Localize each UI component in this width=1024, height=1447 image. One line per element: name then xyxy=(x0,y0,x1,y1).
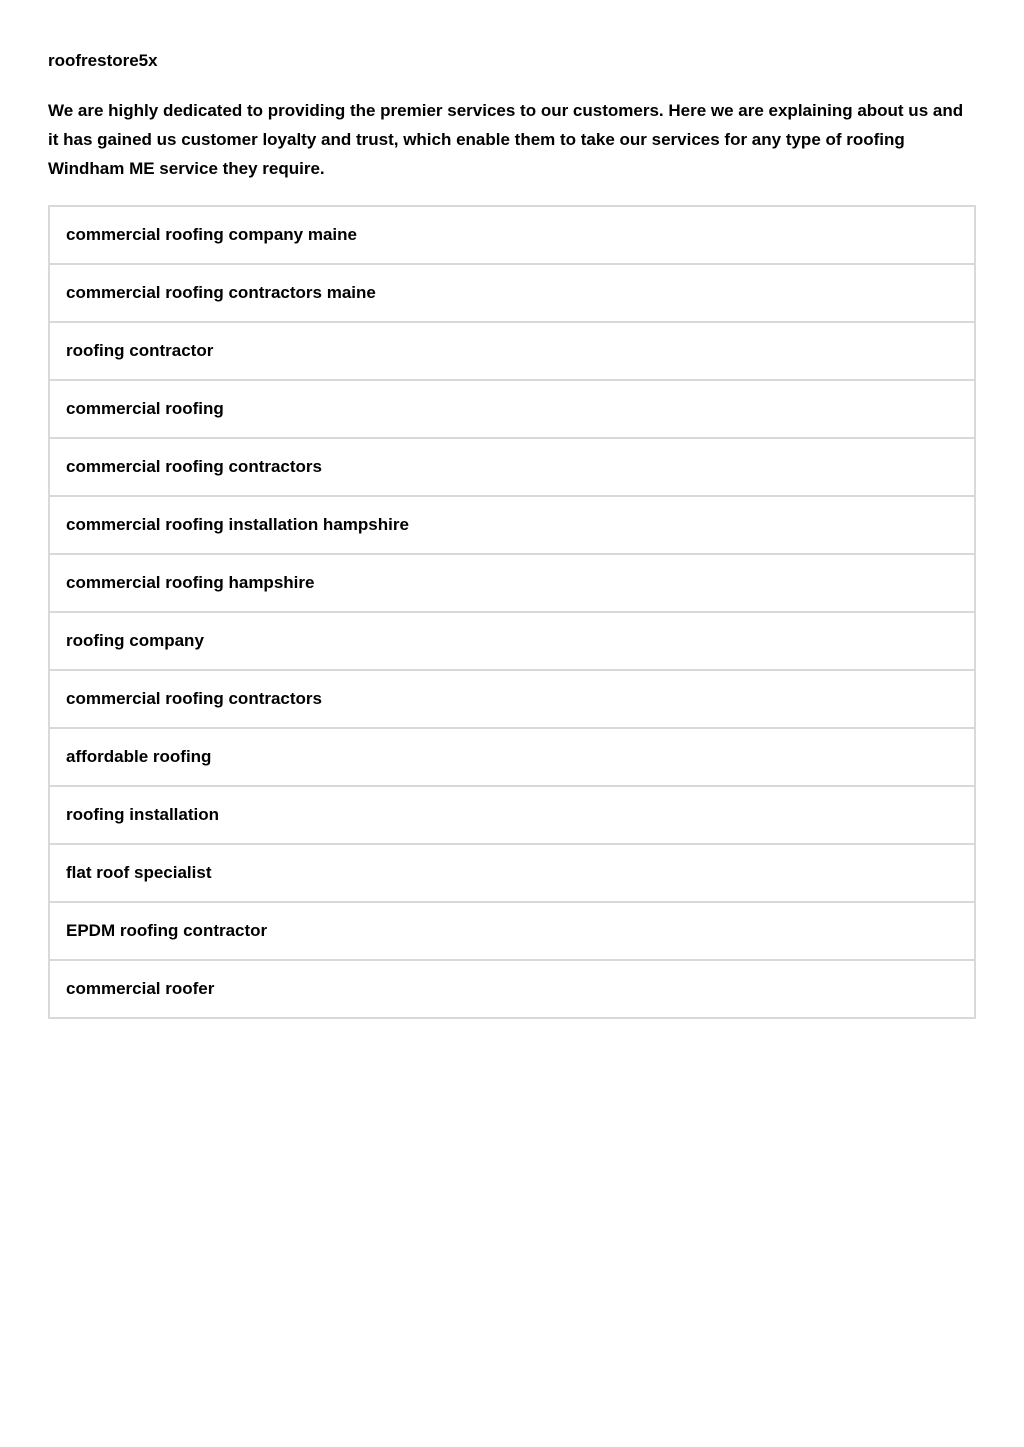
keyword-cell: commercial roofing installation hampshire xyxy=(49,496,975,554)
table-row xyxy=(49,380,975,438)
keyword-table xyxy=(48,205,976,1019)
keyword-cell: commercial roofing contractors maine xyxy=(49,264,975,322)
table-row xyxy=(49,612,975,670)
keyword-cell: commercial roofing company maine xyxy=(66,225,357,244)
table-row xyxy=(49,960,975,1018)
table-row xyxy=(49,728,975,786)
site-name: roofrestore5x xyxy=(48,51,158,70)
table-row xyxy=(49,322,975,380)
intro-paragraph: We are highly dedicated to providing the premier services to our customers. Here we are explaining about us and it has gained us customer loyalty and trust, which enable them to take our services for any type of roofing Windham ME service they require. xyxy=(48,101,964,178)
table-row xyxy=(49,264,975,322)
keyword-cell: roofing installation xyxy=(49,786,975,844)
keyword-cell: roofing contractor xyxy=(49,322,975,380)
table-row xyxy=(49,206,975,264)
keyword-cell: commercial roofing hampshire xyxy=(49,554,975,612)
keyword-cell: commercial roofing contractors xyxy=(49,670,975,728)
table-row xyxy=(49,670,975,728)
keyword-cell: EPDM roofing contractor xyxy=(49,902,975,960)
table-row xyxy=(49,844,975,902)
keyword-cell: commercial roofer xyxy=(49,960,975,1018)
keyword-cell: commercial roofing contractors xyxy=(49,438,975,496)
table-row xyxy=(49,438,975,496)
table-row xyxy=(49,902,975,960)
keyword-cell: flat roof specialist xyxy=(49,844,975,902)
table-row xyxy=(49,554,975,612)
keyword-cell: affordable roofing xyxy=(49,728,975,786)
table-row xyxy=(49,786,975,844)
keyword-cell: commercial roofing xyxy=(49,380,975,438)
keyword-cell: roofing company xyxy=(49,612,975,670)
table-row xyxy=(49,496,975,554)
